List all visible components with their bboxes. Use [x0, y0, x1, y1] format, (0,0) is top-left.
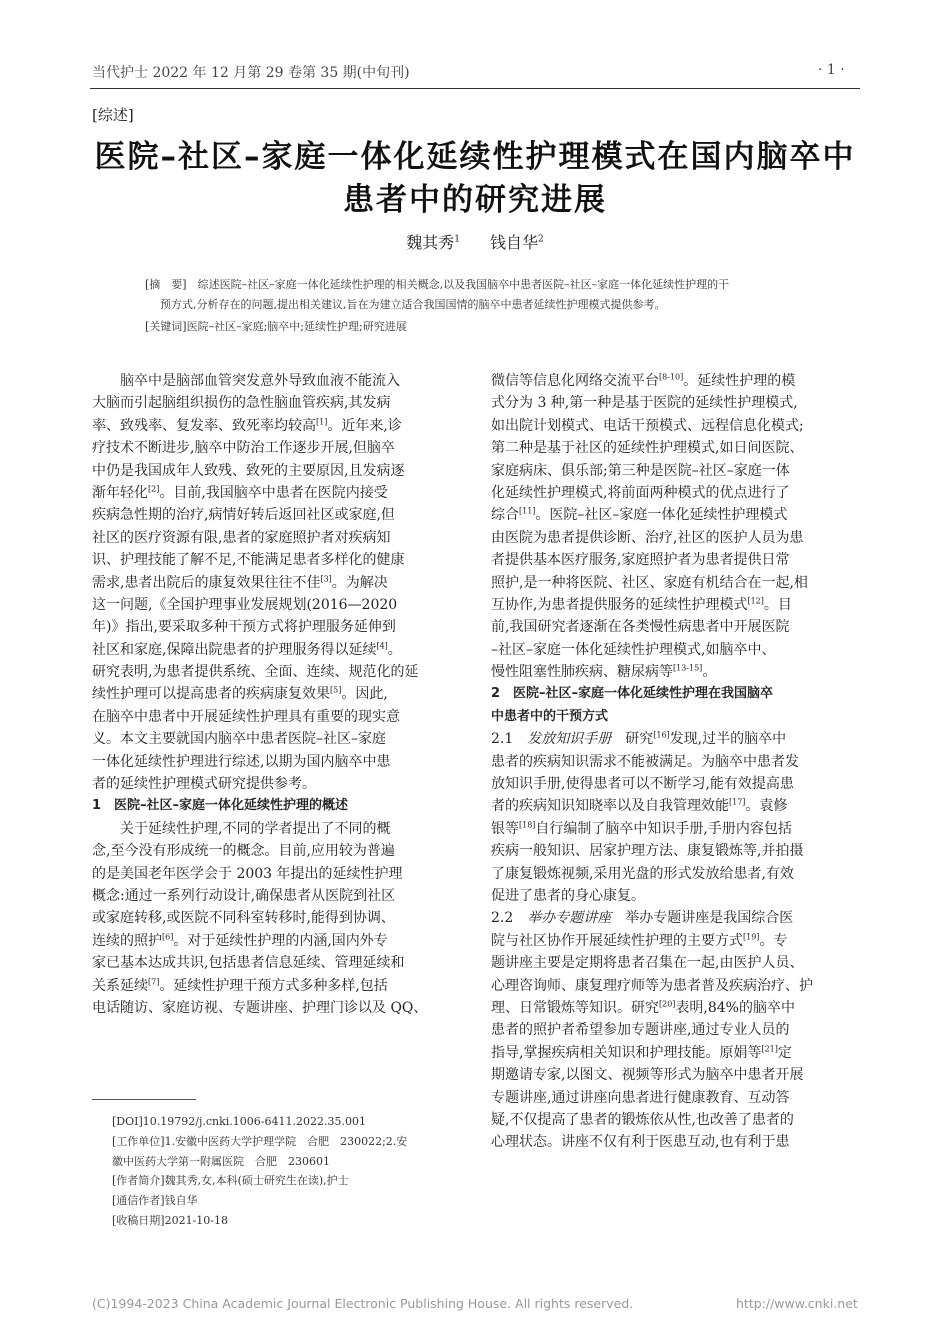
line-text: 患者的照护者希望参加专题讲座,通过专业人员的: [491, 1022, 790, 1039]
body-line: [92, 885, 462, 907]
line-text: 续性护理可以提高患者的疾病康复效果: [92, 686, 330, 703]
body-line: [491, 1131, 861, 1153]
line-text: 2.1: [491, 731, 528, 748]
body-line: [491, 1064, 861, 1086]
line-text: 2 医院–社区–家庭一体化延续性护理在我国脑卒: [491, 686, 774, 702]
abstract-line: [摘 要] 综述医院–社区–家庭一体化延续性护理的相关概念,以及我国脑卒中患者医院–社区–家庭一体化延续性护理的干: [145, 278, 730, 291]
body-line: [491, 863, 861, 885]
line-text: 。近年来,诊: [327, 417, 402, 434]
page-number: · 1 ·: [818, 62, 845, 78]
line-text: 。因此,: [341, 686, 388, 703]
line-text: 照护,是一种将医院、社区、家庭有机结合在一起,相: [491, 574, 808, 591]
line-text: 指导,掌握疾病相关知识和护理技能。原娟等: [491, 1044, 762, 1061]
footnote-label: [作者简介]: [112, 1174, 165, 1188]
subsection-title: 发放知识手册: [527, 731, 612, 748]
line-text: 定: [777, 1044, 792, 1061]
body-line: [92, 415, 462, 437]
line-text: 了康复锻炼视频,采用光盘的形式发放给患者,有效: [491, 865, 794, 882]
body-line: [92, 504, 462, 526]
citation-ref: [12]: [747, 596, 764, 606]
line-text: 这一问题,《全国护理事业发展规划(2016—2020: [92, 596, 398, 613]
body-line: [92, 437, 462, 459]
body-line: [92, 639, 462, 661]
body-right-column: [491, 370, 861, 1154]
line-text: 者提供基本医疗服务,家庭照护者为患者提供日常: [491, 552, 790, 569]
body-line: [92, 863, 462, 885]
section-heading: [491, 683, 861, 705]
line-text: 中患者中的干预方式: [491, 708, 609, 724]
footnote-line: [112, 1112, 407, 1132]
body-line: [491, 639, 861, 661]
body-line: [491, 975, 861, 997]
line-text: 中仍是我国成年人致残、致死的主要原因,且发病逐: [92, 462, 405, 479]
footnote-label: [收稿日期]: [112, 1213, 165, 1227]
body-line: [92, 728, 462, 750]
citation-ref: [3]: [320, 573, 332, 583]
line-text: 社区和家庭,保障出院患者的护理服务得以延续: [92, 641, 377, 658]
body-line: [491, 616, 861, 638]
footnotes: [112, 1112, 407, 1231]
body-line: [491, 840, 861, 862]
line-text: 大脑而引起脑组织损伤的急性脑血管疾病,其发病: [92, 395, 391, 412]
line-text: 疑,不仅提高了患者的锻炼依从性,也改善了患者的: [491, 1111, 794, 1128]
line-text: 院与社区协作开展延续性护理的主要方式: [491, 932, 743, 949]
footnote-line: [112, 1132, 407, 1152]
line-text: 专题讲座,通过讲座向患者进行健康教育、互动答: [491, 1089, 790, 1106]
body-line: [491, 661, 861, 683]
body-line: [491, 795, 861, 817]
copyright-notice: (C)1994-2023 China Academic Journal Electronic Publishing House. All rights reserved.: [92, 1296, 634, 1311]
subsection-title: 举办专题讲座: [527, 910, 612, 927]
author-list: [0, 230, 950, 253]
keywords-label: [关键词]: [145, 320, 187, 333]
body-line: [491, 997, 861, 1019]
line-text: 电话随访、家庭访视、专题讲座、护理门诊以及 QQ、: [92, 999, 428, 1016]
body-line: [92, 952, 462, 974]
body-line: [92, 661, 462, 683]
abstract-label: [摘 要]: [145, 278, 187, 291]
line-text: 连续的照护: [92, 932, 162, 949]
citation-ref: [21]: [761, 1044, 778, 1054]
body-line: [92, 706, 462, 728]
body-line: [491, 1019, 861, 1041]
line-text: 自行编制了脑卒中知识手册,手册内容包括: [535, 820, 792, 837]
article-title-line-1: 医院–社区–家庭一体化延续性护理模式在国内脑卒中: [94, 139, 856, 175]
keywords: [145, 318, 407, 336]
body-line: [92, 773, 462, 795]
line-text: 化延续性护理模式,将前面两种模式的优点进行了: [491, 484, 790, 501]
citation-ref: [2]: [148, 484, 160, 494]
body-line: [491, 437, 861, 459]
line-text: 念,至今没有形成统一的概念。目前,应用较为普遍: [92, 843, 395, 860]
line-text: 年)》指出,要采取多种干预方式将护理服务延伸到: [92, 619, 396, 636]
line-text: 需求,患者出院后的康复效果往往不佳: [92, 574, 321, 591]
line-text: 。: [387, 641, 402, 658]
line-text: 。目前,我国脑卒中患者在医院内接受: [159, 484, 388, 501]
line-text: 。专: [759, 932, 788, 949]
footnote-line: [112, 1211, 407, 1231]
line-text: 由医院为患者提供诊断、治疗,社区的医护人员为患: [491, 529, 804, 546]
citation-ref: [11]: [519, 506, 536, 516]
line-text: 义。本文主要就国内脑卒中患者医院–社区–家庭: [92, 731, 386, 748]
footnote-rule: [92, 1099, 196, 1100]
body-left-column: [92, 370, 462, 1019]
line-text: 前,我国研究者逐渐在各类慢性病患者中开展医院: [491, 619, 790, 636]
line-text: 者的延续性护理模式研究提供参考。: [92, 776, 316, 793]
body-line: [491, 930, 861, 952]
citation-ref: [5]: [330, 685, 342, 695]
line-text: 综合: [491, 507, 519, 524]
line-text: 期邀请专家,以图文、视频等形式为脑卒中患者开展: [491, 1067, 804, 1084]
body-line: [92, 549, 462, 571]
line-text: 放知识手册,使得患者可以不断学习,能有效提高患: [491, 776, 794, 793]
line-text: 疗技术不断进步,脑卒中防治工作逐步开展,但脑卒: [92, 440, 395, 457]
body-line: [491, 549, 861, 571]
body-line: [491, 952, 861, 974]
line-text: 。延续性护理的模: [683, 373, 796, 389]
line-text: 举办专题讲座是我国综合医: [611, 910, 794, 927]
line-text: 理、日常锻炼等知识。研究: [491, 999, 659, 1016]
body-line: [92, 818, 462, 840]
footnote-line: [112, 1191, 407, 1211]
citation-ref: [1]: [316, 417, 328, 427]
line-text: 微信等信息化网络交流平台: [491, 373, 659, 389]
footnote-line: [112, 1152, 407, 1172]
body-line: [491, 527, 861, 549]
line-text: 渐年轻化: [92, 484, 148, 501]
body-line: [92, 930, 462, 952]
line-text: 的是美国老年医学会于 2003 年提出的延续性护理: [92, 865, 403, 882]
line-text: –社区–家庭一体化延续性护理模式,如脑卒中、: [491, 641, 776, 658]
keywords-text: 医院–社区–家庭;脑卒中;延续性护理;研究进展: [186, 320, 407, 333]
line-text: 者的疾病知识知晓率以及自我管理效能: [491, 798, 729, 815]
body-line: [92, 840, 462, 862]
body-line: [491, 594, 861, 616]
citation-ref: [16]: [653, 730, 670, 740]
header-rule: [90, 88, 860, 89]
body-line: [491, 572, 861, 594]
author-name: 钱自华: [490, 233, 539, 252]
footer-url: http://www.cnki.net: [736, 1296, 858, 1311]
article-category: [综述]: [92, 106, 134, 124]
body-line: [92, 907, 462, 929]
line-text: 一体化延续性护理进行综述,以期为国内脑卒中患: [92, 753, 391, 770]
article-title-line-2: 患者中的研究进展: [343, 182, 607, 218]
body-line: [491, 885, 861, 907]
citation-ref: [13-15]: [673, 663, 703, 673]
line-text: 研究表明,为患者提供系统、全面、连续、规范化的延: [92, 664, 419, 681]
body-line: [491, 1042, 861, 1064]
body-line: [491, 460, 861, 482]
line-text: 率、致残率、复发率、致死率均较高: [92, 417, 316, 434]
body-line: [491, 482, 861, 504]
line-text: 。对于延续性护理的内涵,国内外专: [173, 932, 388, 949]
body-line: [491, 773, 861, 795]
body-line: [92, 683, 462, 705]
author-affiliation-mark: 2: [538, 234, 544, 245]
body-line: [491, 370, 861, 392]
section-heading: [491, 706, 861, 728]
citation-ref: [19]: [743, 932, 760, 942]
line-text: 关于延续性护理,不同的学者提出了不同的概: [92, 820, 391, 837]
footnote-text: 魏其秀,女,本科(硕士研究生在读),护士: [164, 1174, 349, 1188]
author-name: 魏其秀: [406, 233, 455, 252]
footnote-label: [工作单位]: [112, 1134, 165, 1148]
footnote-text: 10.19792/j.cnki.1006-6411.2022.35.001: [142, 1115, 366, 1128]
line-text: 。延续性护理干预方式多种多样,包括: [159, 977, 388, 994]
line-text: 式分为 3 种,第一种是基于医院的延续性护理模式,: [491, 395, 798, 412]
line-text: 银等: [491, 820, 519, 837]
line-text: 。医院–社区–家庭一体化延续性护理模式: [535, 507, 788, 524]
line-text: 在脑卒中患者中开展延续性护理具有重要的现实意: [92, 708, 400, 725]
line-text: 识、护理技能了解不足,不能满足患者多样化的健康: [92, 552, 405, 569]
line-text: 1 医院–社区–家庭一体化延续性护理的概述: [92, 798, 349, 814]
body-line: [92, 527, 462, 549]
body-line: [491, 1087, 861, 1109]
body-line: [92, 616, 462, 638]
line-text: 疾病急性期的治疗,病情好转后返回社区或家庭,但: [92, 507, 395, 524]
body-line: [92, 572, 462, 594]
body-line: [92, 594, 462, 616]
line-text: 发现,过半的脑卒中: [669, 731, 787, 748]
line-text: 促进了患者的身心康复。: [491, 887, 645, 904]
footnote-text: 钱自华: [164, 1194, 198, 1208]
citation-ref: [8-10]: [659, 372, 684, 382]
line-text: 脑卒中是脑部血管突发意外导致血液不能流入: [92, 373, 400, 389]
citation-ref: [18]: [519, 820, 536, 830]
body-line: [92, 751, 462, 773]
body-line: [491, 818, 861, 840]
body-line: [491, 392, 861, 414]
body-line: [491, 751, 861, 773]
citation-ref: [6]: [162, 932, 174, 942]
body-line: [491, 907, 861, 929]
body-line: [92, 975, 462, 997]
line-text: 研究: [611, 731, 654, 748]
body-line: [92, 482, 462, 504]
line-text: 。为解决: [331, 574, 388, 591]
line-text: 家庭病床、俱乐部;第三种是医院–社区–家庭一体: [491, 462, 790, 479]
line-text: 关系延续: [92, 977, 148, 994]
abstract-line: 预方式,分析存在的问题,提出相关建议,旨在为建立适合我国国情的脑卒中患者延续性护理模式提供参考。: [160, 298, 666, 311]
citation-ref: [7]: [148, 976, 160, 986]
footnote-label: [通信作者]: [112, 1194, 165, 1208]
line-text: 。目: [763, 596, 792, 613]
footnote-label: [DOI]: [112, 1115, 143, 1128]
line-text: 互协作,为患者提供服务的延续性护理模式: [491, 596, 748, 613]
line-text: 。: [702, 664, 717, 681]
line-text: 或家庭转移,或医院不同科室转移时,能得到协调、: [92, 910, 395, 927]
footnote-text: 1.安徽中医药大学护理学院 合肥 230022;2.安: [164, 1134, 408, 1148]
citation-ref: [17]: [729, 797, 746, 807]
line-text: 表明,84%的脑卒中: [675, 999, 795, 1016]
line-text: 如出院计划模式、电话干预模式、远程信息化模式;: [491, 417, 804, 434]
line-text: 心理咨询师、康复理疗师等为患者普及疾病治疗、护: [491, 977, 813, 994]
body-line: [92, 460, 462, 482]
line-text: 家已基本达成共识,包括患者信息延续、管理延续和: [92, 955, 405, 972]
line-text: 疾病一般知识、居家护理方法、康复锻炼等,并拍摄: [491, 843, 804, 860]
footnote-text: 2021-10-18: [164, 1213, 229, 1227]
line-text: 。袁修: [745, 798, 788, 815]
line-text: 慢性阻塞性肺疾病、糖尿病等: [491, 664, 673, 681]
line-text: 题讲座主要是定期将患者召集在一起,由医护人员、: [491, 955, 804, 972]
line-text: 患者的疾病知识需求不能被满足。为脑卒中患者发: [491, 753, 799, 770]
body-line: [491, 415, 861, 437]
line-text: 第二种是基于社区的延续性护理模式,如日间医院、: [491, 440, 804, 457]
body-line: [92, 370, 462, 392]
footnote-line: [112, 1171, 407, 1191]
section-heading: [92, 795, 462, 817]
body-line: [92, 392, 462, 414]
body-line: [92, 997, 462, 1019]
line-text: 社区的医疗资源有限,患者的家庭照护者对疾病知: [92, 529, 391, 546]
body-line: [491, 504, 861, 526]
body-line: [491, 728, 861, 750]
line-text: 概念:通过一系列行动设计,确保患者从医院到社区: [92, 887, 396, 904]
journal-header: 当代护士 2022 年 12 月第 29 卷第 35 期(中旬刊): [92, 65, 410, 81]
citation-ref: [4]: [376, 641, 388, 651]
citation-ref: [20]: [659, 999, 676, 1009]
line-text: 心理状态。讲座不仅有利于医患互动,也有利于患: [491, 1134, 790, 1151]
body-line: [491, 1109, 861, 1131]
line-text: 2.2: [491, 910, 528, 927]
author-affiliation-mark: 1: [454, 234, 460, 245]
footnote-text: 徽中医药大学第一附属医院 合肥 230601: [112, 1154, 330, 1168]
